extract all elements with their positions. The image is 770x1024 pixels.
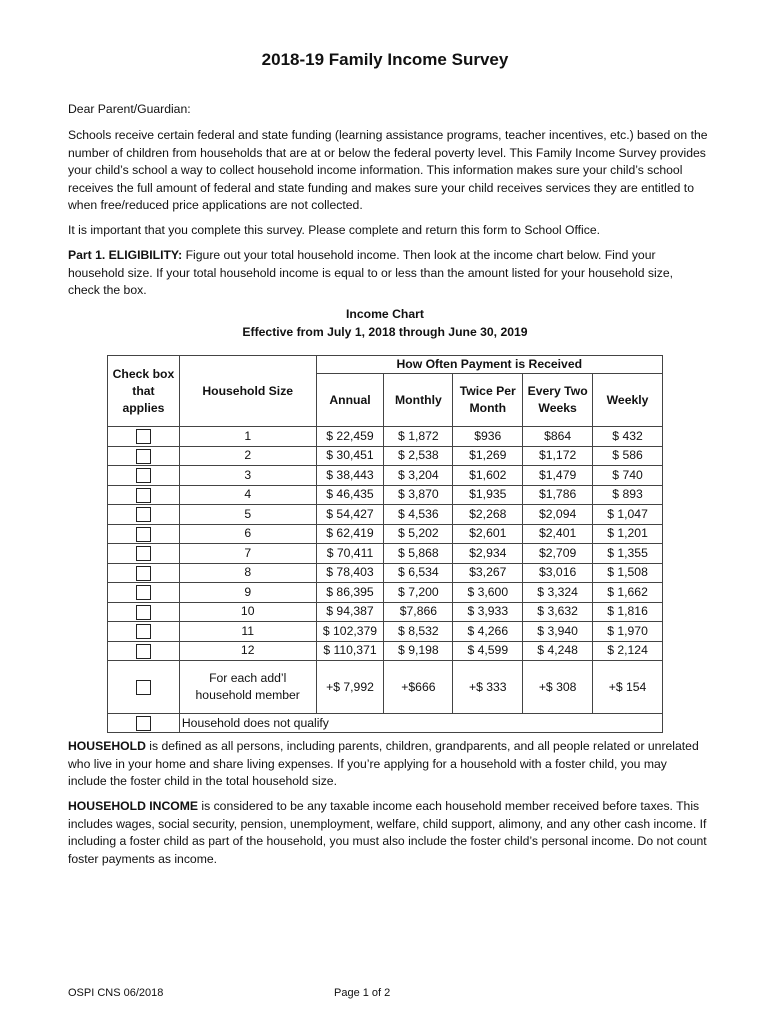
income-row [108, 427, 663, 447]
twice-per-month-cell: $936 [453, 427, 523, 447]
household-size-cell: 1 [179, 427, 316, 447]
row-checkbox[interactable] [136, 488, 151, 503]
every-two-weeks-cell: $2,094 [523, 505, 593, 525]
row-checkbox-cell [108, 466, 180, 486]
check-header: Check box that applies [108, 356, 180, 427]
page-title: 2018-19 Family Income Survey [261, 50, 509, 69]
household-size-cell: 12 [179, 641, 316, 661]
household-size-cell: 7 [179, 544, 316, 564]
income-row [108, 466, 663, 486]
household-label: HOUSEHOLD [68, 739, 146, 753]
monthly-cell: $ 5,868 [384, 544, 453, 564]
monthly-cell: $ 3,870 [384, 485, 453, 505]
every-two-weeks-cell: $1,172 [523, 446, 593, 466]
chart-title: Income Chart [346, 307, 424, 321]
annual-cell: $ 110,371 [316, 641, 384, 661]
twice-per-month-cell: $ 3,933 [453, 602, 523, 622]
every-two-weeks-cell: $1,786 [523, 485, 593, 505]
row-checkbox[interactable] [136, 644, 151, 659]
income-definition [68, 798, 708, 868]
household-size-cell: 3 [179, 466, 316, 486]
twice-per-month-cell: $2,601 [453, 524, 523, 544]
not-qualify-checkbox-cell [108, 714, 180, 733]
row-checkbox[interactable] [136, 527, 151, 542]
annual-cell: $ 38,443 [316, 466, 384, 486]
income-row [108, 563, 663, 583]
part1-label: Part 1. ELIGIBILITY: [68, 248, 183, 262]
twice-per-month-cell: $ 3,600 [453, 583, 523, 603]
salutation: Dear Parent/Guardian: [68, 102, 191, 116]
household-size-cell: 10 [179, 602, 316, 622]
twice-per-month-cell: $1,269 [453, 446, 523, 466]
footer-form-id: OSPI CNS 06/2018 [68, 987, 164, 999]
income-text: is considered to be any taxable income each household member received before taxes. This includes wages, social security, pension, unemployment, welfare, child support, alimony, and any other cash income. If including a foster child as part of the household, you must also include the foster child’s personal income. Do not count foster payments as income. [68, 799, 707, 866]
monthly-cell: $ 4,536 [384, 505, 453, 525]
household-size-cell: 2 [179, 446, 316, 466]
important-note: It is important that you complete this survey. Please complete and return this form to School Office. [68, 223, 600, 237]
row-checkbox-cell [108, 583, 180, 603]
additional-monthly: +$666 [384, 661, 453, 714]
income-label: HOUSEHOLD INCOME [68, 799, 199, 813]
row-checkbox-cell [108, 524, 180, 544]
part1-text: Figure out your total household income. Then look at the income chart below. Find your household size. If your total household income is equal to or less than the amount listed for your household size, check the box. [68, 248, 673, 298]
weekly-cell: $ 586 [593, 446, 663, 466]
row-checkbox-cell [108, 563, 180, 583]
row-checkbox[interactable] [136, 449, 151, 464]
additional-checkbox-cell [108, 661, 180, 714]
annual-cell: $ 78,403 [316, 563, 384, 583]
every-two-weeks-cell: $ 3,940 [523, 622, 593, 642]
row-checkbox-cell [108, 602, 180, 622]
weekly-cell: $ 1,201 [593, 524, 663, 544]
household-size-cell: 5 [179, 505, 316, 525]
every-two-weeks-cell: $ 4,248 [523, 641, 593, 661]
row-checkbox[interactable] [136, 507, 151, 522]
every-two-weeks-cell: $864 [523, 427, 593, 447]
weekly-cell: $ 1,970 [593, 622, 663, 642]
monthly-cell: $ 6,534 [384, 563, 453, 583]
weekly-cell: $ 893 [593, 485, 663, 505]
additional-twice: +$ 333 [453, 661, 523, 714]
twice-per-month-cell: $3,267 [453, 563, 523, 583]
annual-cell: $ 62,419 [316, 524, 384, 544]
household-text: is defined as all persons, including parents, children, grandparents, and all people related or unrelated who live in your home and share living expenses. If you’re applying for a household with a foster child, you may include the foster child in the total household size. [68, 739, 699, 789]
household-definition [68, 738, 708, 791]
household-size-cell: 8 [179, 563, 316, 583]
monthly-cell: $ 2,538 [384, 446, 453, 466]
not-qualify-row [108, 714, 663, 733]
additional-size: For each add’l household member [179, 661, 316, 714]
row-checkbox-cell [108, 505, 180, 525]
twice-per-month-cell: $1,602 [453, 466, 523, 486]
income-row [108, 485, 663, 505]
twice-per-month-cell: $1,935 [453, 485, 523, 505]
how-often-header: How Often Payment is Received [316, 356, 662, 374]
monthly-cell: $ 8,532 [384, 622, 453, 642]
monthly-cell: $ 7,200 [384, 583, 453, 603]
income-row [108, 544, 663, 564]
monthly-cell: $ 5,202 [384, 524, 453, 544]
income-row [108, 641, 663, 661]
weekly-cell: $ 740 [593, 466, 663, 486]
twice-per-month-header: Twice Per Month [453, 374, 523, 427]
additional-weekly: +$ 154 [593, 661, 663, 714]
annual-header: Annual [316, 374, 384, 427]
income-row [108, 602, 663, 622]
monthly-header: Monthly [384, 374, 453, 427]
income-row [108, 622, 663, 642]
not-qualify-label: Household does not qualify [179, 714, 662, 733]
annual-cell: $ 46,435 [316, 485, 384, 505]
annual-cell: $ 70,411 [316, 544, 384, 564]
annual-cell: $ 30,451 [316, 446, 384, 466]
monthly-cell: $ 1,872 [384, 427, 453, 447]
household-size-cell: 6 [179, 524, 316, 544]
annual-cell: $ 102,379 [316, 622, 384, 642]
annual-cell: $ 54,427 [316, 505, 384, 525]
monthly-cell: $7,866 [384, 602, 453, 622]
every-two-weeks-cell: $3,016 [523, 563, 593, 583]
weekly-cell: $ 1,662 [593, 583, 663, 603]
footer-page-number: Page 1 of 2 [334, 987, 391, 999]
every-two-weeks-cell: $2,401 [523, 524, 593, 544]
row-checkbox-cell [108, 544, 180, 564]
income-row [108, 524, 663, 544]
monthly-cell: $ 3,204 [384, 466, 453, 486]
every-two-weeks-cell: $ 3,632 [523, 602, 593, 622]
row-checkbox[interactable] [136, 468, 151, 483]
row-checkbox-cell [108, 485, 180, 505]
twice-per-month-cell: $2,934 [453, 544, 523, 564]
income-chart-table [107, 355, 663, 733]
every-two-weeks-cell: $2,709 [523, 544, 593, 564]
monthly-cell: $ 9,198 [384, 641, 453, 661]
weekly-cell: $ 1,508 [593, 563, 663, 583]
additional-checkbox[interactable] [136, 680, 151, 695]
annual-cell: $ 22,459 [316, 427, 384, 447]
weekly-cell: $ 2,124 [593, 641, 663, 661]
row-checkbox[interactable] [136, 624, 151, 639]
row-checkbox[interactable] [136, 429, 151, 444]
every-two-weeks-cell: $ 3,324 [523, 583, 593, 603]
income-row [108, 446, 663, 466]
part1-paragraph [68, 247, 708, 300]
household-size-cell: 9 [179, 583, 316, 603]
intro-paragraph: Schools receive certain federal and state funding (learning assistance programs, teacher incentives, etc.) based on the number of children from households that are at or below the federal poverty level. This Family Income Survey provides your child’s school a way to collect household income information. This information makes sure your child’s school receives the full amount of federal and state funding and makes sure your child receives services they are entitled to when free/reduced price applications are not collected. [68, 128, 708, 213]
weekly-cell: $ 1,355 [593, 544, 663, 564]
row-checkbox[interactable] [136, 566, 151, 581]
every-two-weeks-header: Every Two Weeks [523, 374, 593, 427]
annual-cell: $ 86,395 [316, 583, 384, 603]
every-two-weeks-cell: $1,479 [523, 466, 593, 486]
household-size-cell: 4 [179, 485, 316, 505]
additional-member-row [108, 661, 663, 714]
row-checkbox-cell [108, 622, 180, 642]
income-row [108, 505, 663, 525]
household-size-cell: 11 [179, 622, 316, 642]
twice-per-month-cell: $2,268 [453, 505, 523, 525]
household-size-header: Household Size [179, 356, 316, 427]
income-row [108, 583, 663, 603]
twice-per-month-cell: $ 4,599 [453, 641, 523, 661]
chart-subtitle: Effective from July 1, 2018 through June 30, 2019 [242, 325, 528, 339]
row-checkbox[interactable] [136, 546, 151, 561]
not-qualify-checkbox[interactable] [136, 716, 151, 731]
annual-cell: $ 94,387 [316, 602, 384, 622]
additional-annual: +$ 7,992 [316, 661, 384, 714]
row-checkbox-cell [108, 446, 180, 466]
weekly-header: Weekly [593, 374, 663, 427]
row-checkbox-cell [108, 427, 180, 447]
weekly-cell: $ 1,816 [593, 602, 663, 622]
row-checkbox[interactable] [136, 605, 151, 620]
weekly-cell: $ 1,047 [593, 505, 663, 525]
row-checkbox[interactable] [136, 585, 151, 600]
additional-every-two: +$ 308 [523, 661, 593, 714]
row-checkbox-cell [108, 641, 180, 661]
weekly-cell: $ 432 [593, 427, 663, 447]
twice-per-month-cell: $ 4,266 [453, 622, 523, 642]
